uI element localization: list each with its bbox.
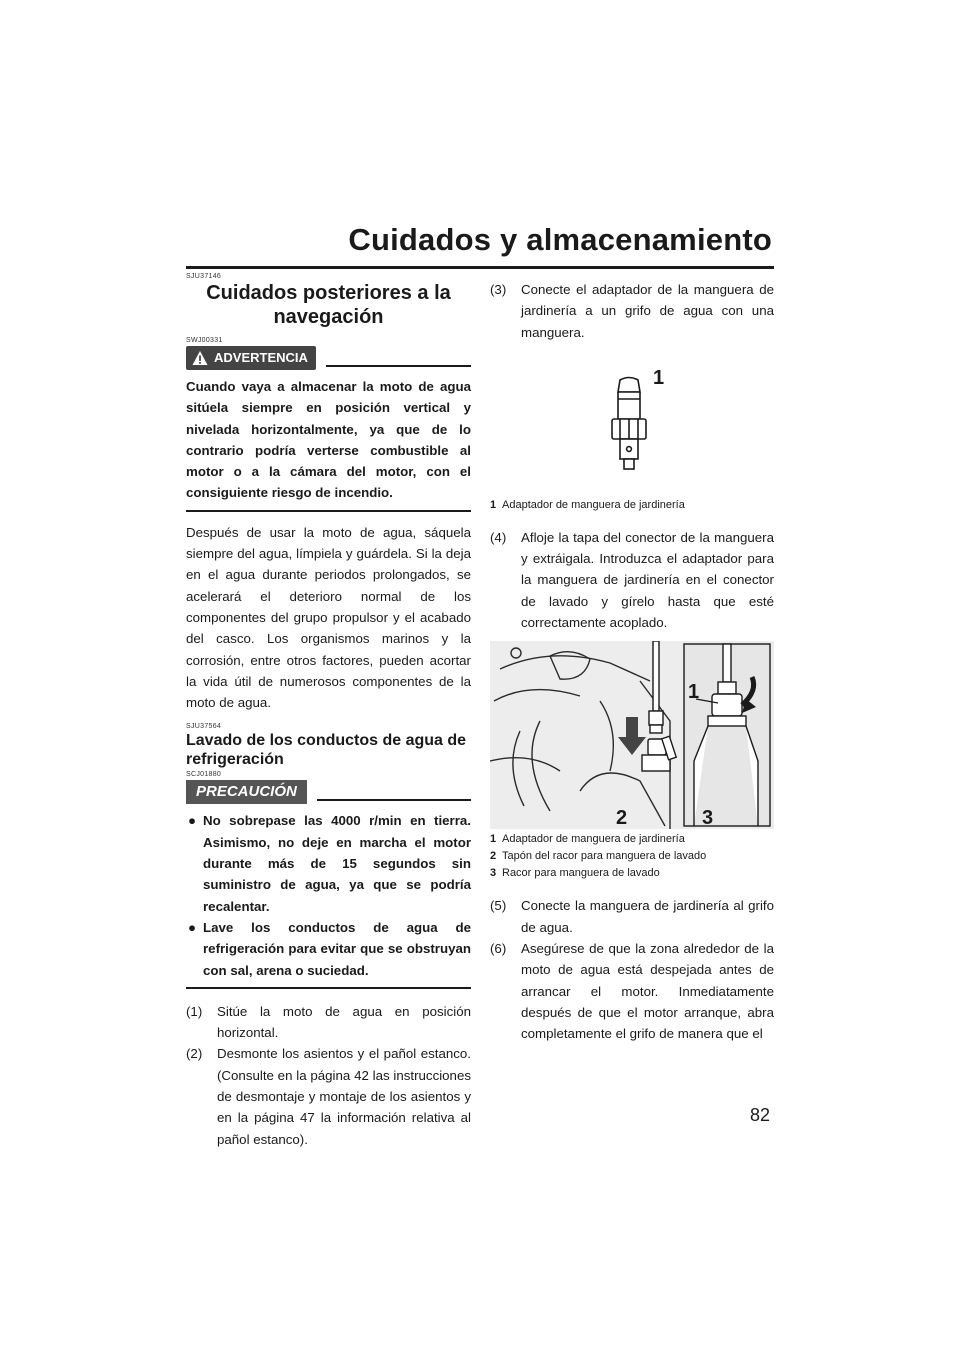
left-column [186, 273, 471, 1150]
figure-hose-adapter [490, 347, 774, 517]
subsection-code: SJU37564 [186, 723, 222, 731]
warning-rule [326, 365, 471, 367]
step-item: (2) Desmonte los asientos y el pañol estanco. (Consulte en la página 42 las instrucciones de desmontaje y montaje de los asientos y en la página 47 la información relativa al pañol estanco). [186, 1046, 471, 1147]
figure-caption: 1 Adaptador de manguera de jardinería [490, 498, 685, 511]
right-column [490, 273, 774, 1044]
figure2-captions [490, 831, 706, 882]
intro-paragraph: Después de usar la moto de agua, sáquela siempre del agua, límpiela y guárdela. Si la deja en el agua durante periodos prolongados, se acelerará el deterioro normal de los componentes del grupo propulsor y el acabado del casco. Los organismos marinos y la corrosión, entre otros factores, pueden acortar la vida útil de numerosos componentes de la moto de agua. [186, 524, 471, 711]
flush-connector-illustration [490, 641, 774, 829]
title-rule [186, 266, 774, 269]
warning-code: SWJ00331 [186, 337, 223, 344]
figure1-callout: 1 [653, 366, 665, 389]
steps-list [490, 895, 774, 1044]
figure2-callout-3: 3 [702, 807, 714, 830]
page-number: 82 [749, 1105, 770, 1125]
step-item: (1) Sitúe la moto de agua en posición horizontal. [186, 1003, 471, 1041]
caution-code: SCJ01880 [186, 771, 222, 779]
figure1-captions [490, 497, 685, 514]
warning-label: ADVERTENCIA [214, 350, 308, 365]
caution-rule [317, 799, 471, 801]
subsection-title: Lavado de los conductos de agua de refrigeración [186, 732, 467, 769]
step-item: (5) Conecte la manguera de jardinería al grifo de agua. [490, 898, 774, 935]
section-code: SJU37146 [186, 273, 222, 280]
hose-adapter-illustration [490, 347, 774, 497]
figure-caption: 1 Adaptador de manguera de jardinería [490, 833, 685, 846]
figure-caption: 3 Racor para manguera de lavado [490, 867, 660, 880]
caution-header [186, 780, 471, 804]
warning-badge [186, 346, 316, 370]
page-title: Cuidados y almacenamiento [348, 222, 772, 257]
figure-flush-connector [490, 641, 774, 885]
caution-item: ● No sobrepase las 4000 r/min en tierra. Asimismo, no deje en marcha el motor durante más de 15 segundos sin suministro de agua, ya que se podría recalentar. [188, 813, 471, 914]
caution-list [186, 810, 471, 988]
figure2-callout-2: 2 [616, 807, 628, 830]
section-title: Cuidados posteriores a la navegación [206, 282, 451, 328]
warning-header [186, 346, 471, 370]
step-item: (6) Asegúrese de que la zona alrededor de la moto de agua está despejada antes de arrancar el motor. Inmediatamente después de que el motor arranque, abra completamente el grifo de manera que el [490, 940, 774, 1042]
step-item: (3) Conecte el adaptador de la manguera de jardinería a un grifo de agua con una manguera. [490, 282, 774, 340]
caution-badge: PRECAUCIÓN [186, 780, 307, 804]
figure-caption: 2 Tapón del racor para manguera de lavado [490, 850, 707, 863]
figure2-callout-1: 1 [688, 681, 700, 704]
warning-text: Cuando vaya a almacenar la moto de agua sitúela siempre en posición vertical y nivelada horizontalmente, ya que de lo contrario podría verterse combustible al motor o a la cámara del motor, con el consiguiente riesgo de incendio. [186, 376, 471, 512]
steps-list [186, 1001, 471, 1150]
step-item: (4) Afloje la tapa del conector de la manguera y extráigala. Introduzca el adaptador para la manguera de jardinería en el conector de lavado y gírelo hasta que esté correctamente acoplado. [490, 529, 774, 631]
warning-triangle-icon [192, 350, 208, 366]
caution-item: ● Lave los conductos de agua de refrigeración para evitar que se obstruyan con sal, arena o suciedad. [188, 919, 471, 978]
